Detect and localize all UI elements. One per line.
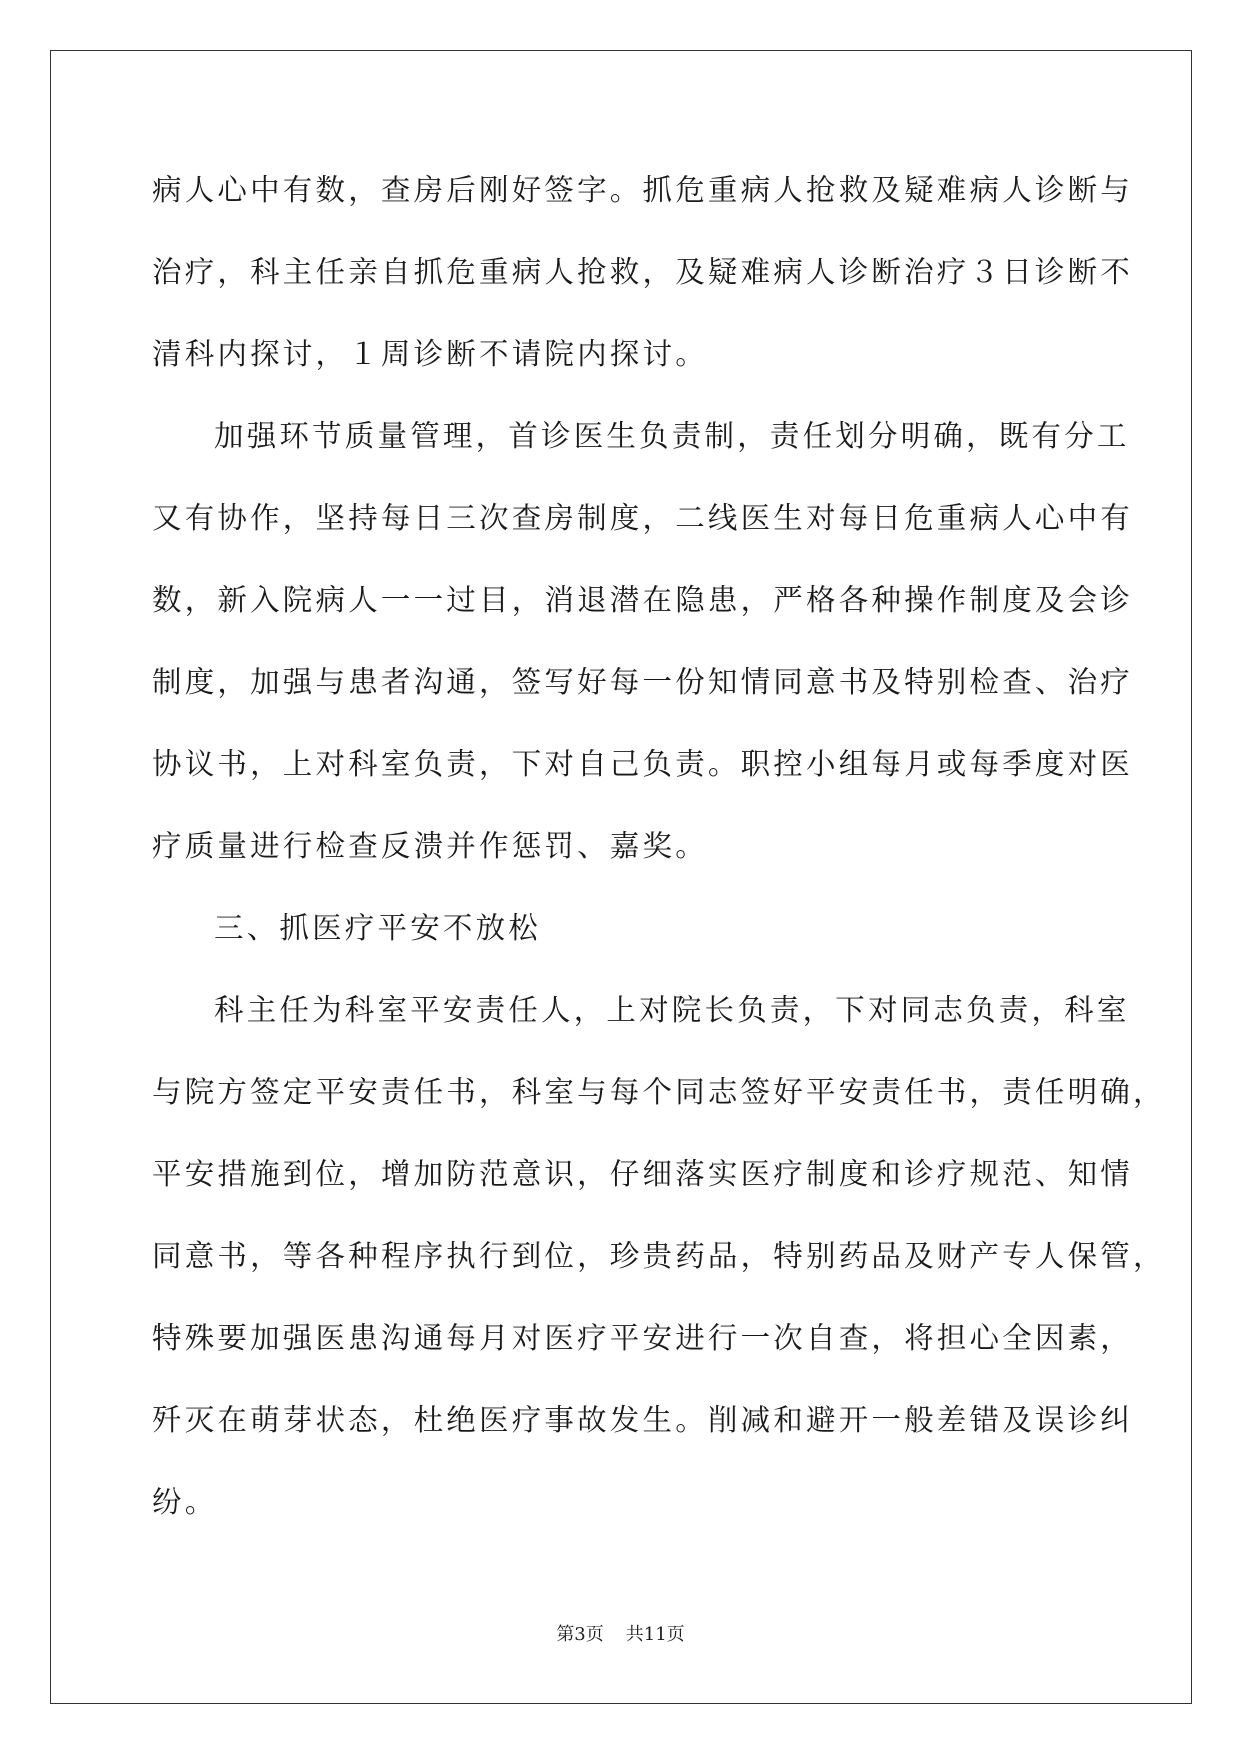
text-line: 治疗，科主任亲自抓危重病人抢救，及疑难病人诊断治疗３日诊断不 — [152, 255, 1134, 289]
text-line: 纷。 — [152, 1485, 218, 1519]
text-line: 清科内探讨，１周诊断不请院内探讨。 — [152, 337, 708, 371]
text-line: 疗质量进行检查反溃并作惩罚、嘉奖。 — [152, 829, 708, 863]
text-line: 歼灭在萌芽状态，杜绝医疗事故发生。削减和避开一般差错及误诊纠 — [152, 1403, 1134, 1437]
paragraph — [152, 980, 1166, 1554]
document-body — [152, 160, 1166, 1554]
text-line: 病人心中有数，查房后刚好签字。抓危重病人抢救及疑难病人诊断与 — [152, 173, 1134, 207]
text-line: 科主任为科室平安责任人，上对院长负责，下对同志负责，科室 — [214, 993, 1130, 1027]
text-line: 加强环节质量管理，首诊医生负责制，责任划分明确，既有分工 — [214, 419, 1130, 453]
page-total: 共11页 — [625, 1624, 685, 1645]
text-line: 与院方签定平安责任书，科室与每个同志签好平安责任书，责任明确， — [152, 1075, 1166, 1109]
page-number: 第3页 — [556, 1624, 604, 1645]
text-line: 平安措施到位，增加防范意识，仔细落实医疗制度和诊疗规范、知情 — [152, 1157, 1134, 1191]
page-footer — [0, 1620, 1241, 1646]
paragraph — [152, 160, 1134, 406]
text-line: 特殊要加强医患沟通每月对医疗平安进行一次自查，将担心全因素， — [152, 1321, 1134, 1355]
text-line: 又有协作，坚持每日三次查房制度，二线医生对每日危重病人心中有 — [152, 501, 1134, 535]
text-line: 同意书，等各种程序执行到位，珍贵药品，特别药品及财产专人保管， — [152, 1239, 1166, 1273]
paragraph — [152, 898, 1092, 980]
text-line: 协议书，上对科室负责，下对自己负责。职控小组每月或每季度对医 — [152, 747, 1134, 781]
text-line: 三、抓医疗平安不放松 — [214, 911, 542, 945]
paragraph — [152, 406, 1134, 898]
text-line: 数，新入院病人一一过目，消退潜在隐患，严格各种操作制度及会诊 — [152, 583, 1134, 617]
text-line: 制度，加强与患者沟通，签写好每一份知情同意书及特别检查、治疗 — [152, 665, 1134, 699]
